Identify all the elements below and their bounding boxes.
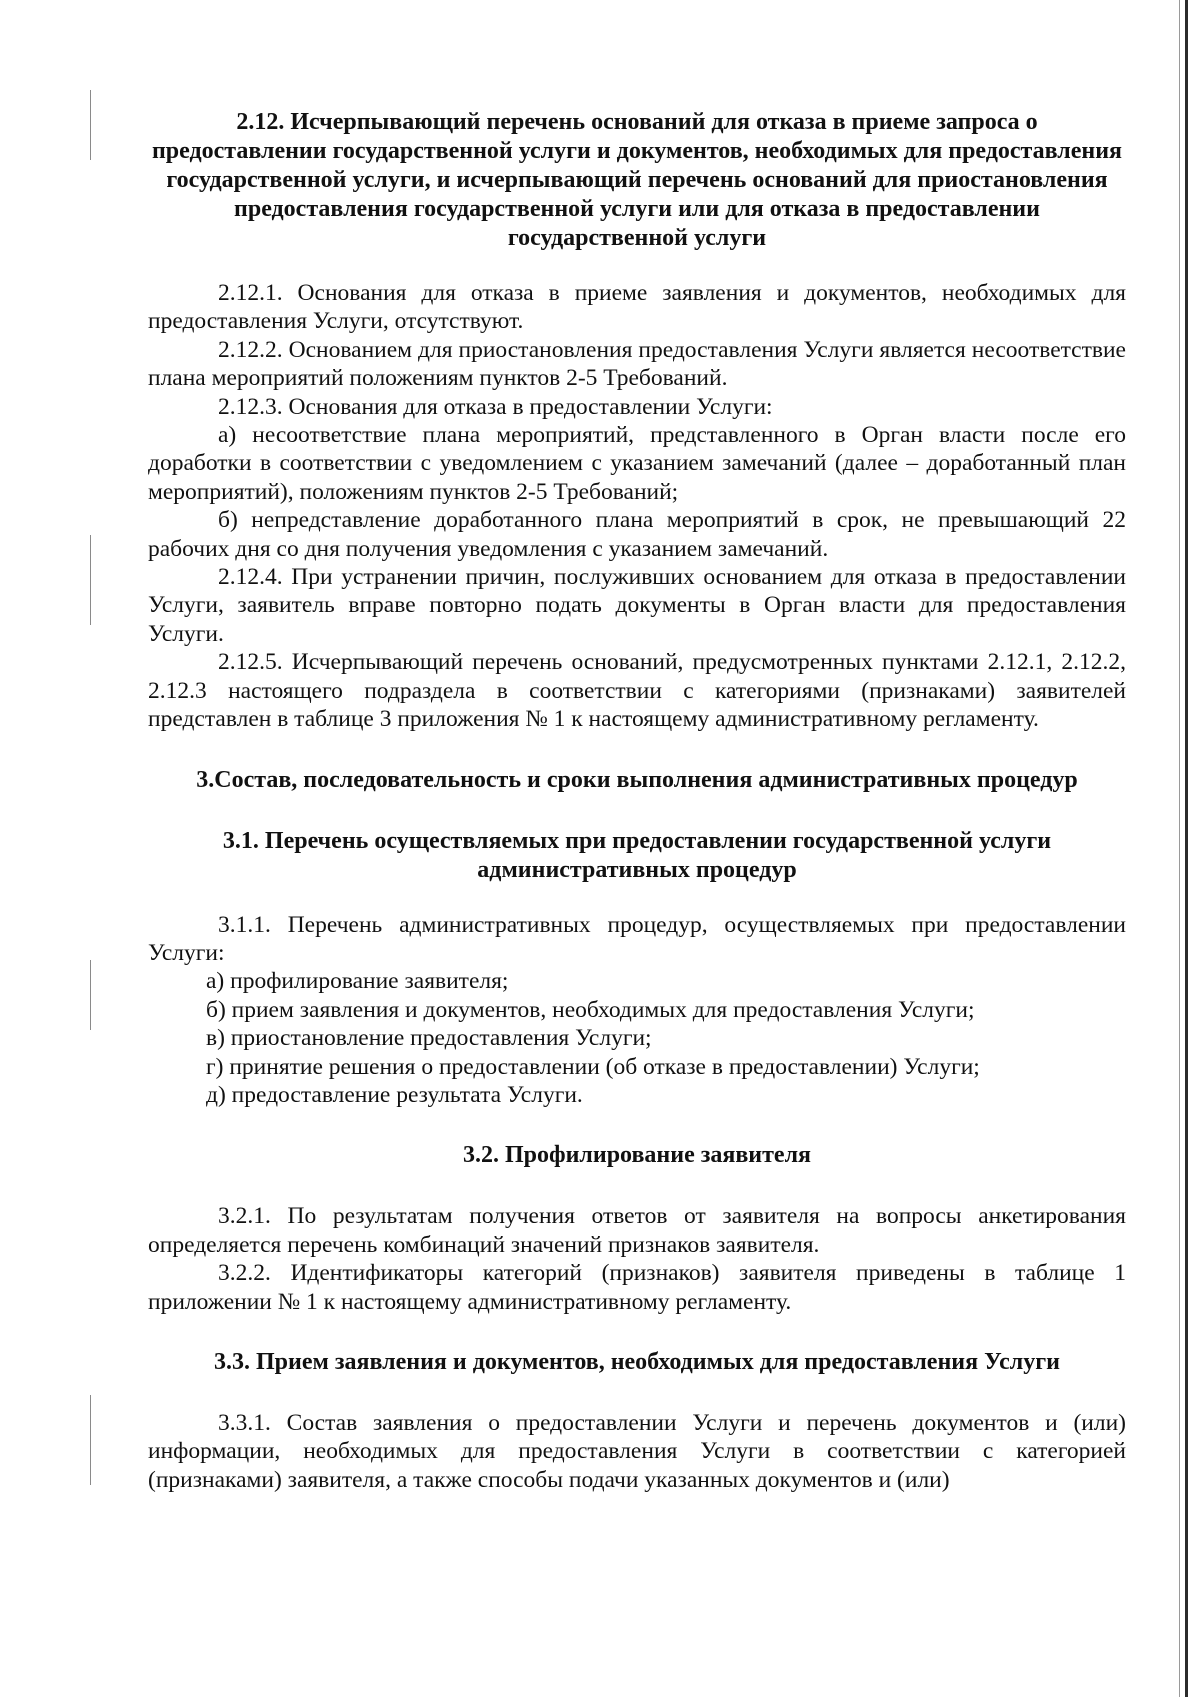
punch-mark <box>90 960 91 1030</box>
punch-mark <box>90 535 91 625</box>
document-body <box>148 108 1126 1494</box>
list-item: в) приостановление предоставления Услуги; <box>206 1025 652 1052</box>
list-item: а) профилирование заявителя; <box>206 968 509 995</box>
paragraph-3-3-1: 3.3.1. Состав заявления о предоставлении Услуги и перечень документов и (или) информации, необходимых для предоставления Услуги в соответствии с категорией (признаками) заявителя, а также способы подачи указанных документов и (или) <box>148 1409 1126 1493</box>
page-edge-line <box>1179 0 1180 1697</box>
section-2-12-heading: 2.12. Исчерпывающий перечень оснований для отказа в приеме запроса о предоставлении государственной услуги и документов, необходимых для предоставления государственной услуги, и исчерпывающий перечень оснований для приостановления предоставления государственной услуги или для отказа в предоставлении государственной услуги <box>151 109 1123 251</box>
paragraph-2-12-4: 2.12.4. При устранении причин, послуживших основанием для отказа в предоставлении Услуги, заявитель вправе повторно подать документы в Орган власти для предоставления Услуги. <box>148 564 1126 647</box>
section-3-heading: 3.Состав, последовательность и сроки выполнения административных процедур <box>196 766 1078 793</box>
paragraph-2-12-2: 2.12.2. Основанием для приостановления предоставления Услуги является несоответствие плана мероприятий положениям пунктов 2-5 Требований. <box>148 336 1126 392</box>
list-item: б) прием заявления и документов, необходимых для предоставления Услуги; <box>206 996 975 1023</box>
section-3-2-heading: 3.2. Профилирование заявителя <box>462 1142 812 1169</box>
paragraph-2-12-5: 2.12.5. Исчерпывающий перечень оснований, предусмотренных пунктами 2.12.1, 2.12.2, 2.12.3 настоящего подраздела в соответствии с категориями (признаками) заявителей представлен в таблице 3 приложения № 1 к настоящему административному регламенту. <box>148 649 1126 733</box>
page-edge-shadow <box>1185 0 1188 1697</box>
paragraph-3-1-1: 3.1.1. Перечень административных процедур, осуществляемых при предоставлении Услуги: <box>148 911 1126 966</box>
paragraph-2-12-3-a: а) несоответствие плана мероприятий, представленного в Орган власти после его доработки в соответствии с уведомлением с указанием замечаний (далее – доработанный план мероприятий), положениям пунктов 2-5 Требований; <box>148 422 1126 505</box>
paragraph-2-12-3: 2.12.3. Основания для отказа в предоставлении Услуги: <box>218 393 773 420</box>
paragraph-3-2-2: 3.2.2. Идентификаторы категорий (признаков) заявителя приведены в таблице 1 приложении № 1 к настоящему административному регламенту. <box>148 1260 1126 1315</box>
punch-mark <box>90 90 91 160</box>
paragraph-3-2-1: 3.2.1. По результатам получения ответов от заявителя на вопросы анкетирования определяется перечень комбинаций значений признаков заявителя. <box>148 1203 1126 1258</box>
paragraph-2-12-1: 2.12.1. Основания для отказа в приеме заявления и документов, необходимых для предоставления Услуги, отсутствуют. <box>148 280 1126 335</box>
punch-mark <box>90 1395 91 1485</box>
section-3-1-heading: 3.1. Перечень осуществляемых при предоставлении государственной услуги административных процедур <box>222 827 1052 883</box>
list-item: г) принятие решения о предоставлении (об отказе в предоставлении) Услуги; <box>206 1053 980 1080</box>
list-item: д) предоставление результата Услуги. <box>206 1081 583 1108</box>
paragraph-2-12-3-b: б) непредставление доработанного плана мероприятий в срок, не превышающий 22 рабочих дня со дня получения уведомления с указанием замечаний. <box>148 507 1126 562</box>
section-3-3-heading: 3.3. Прием заявления и документов, необходимых для предоставления Услуги <box>214 1348 1060 1375</box>
